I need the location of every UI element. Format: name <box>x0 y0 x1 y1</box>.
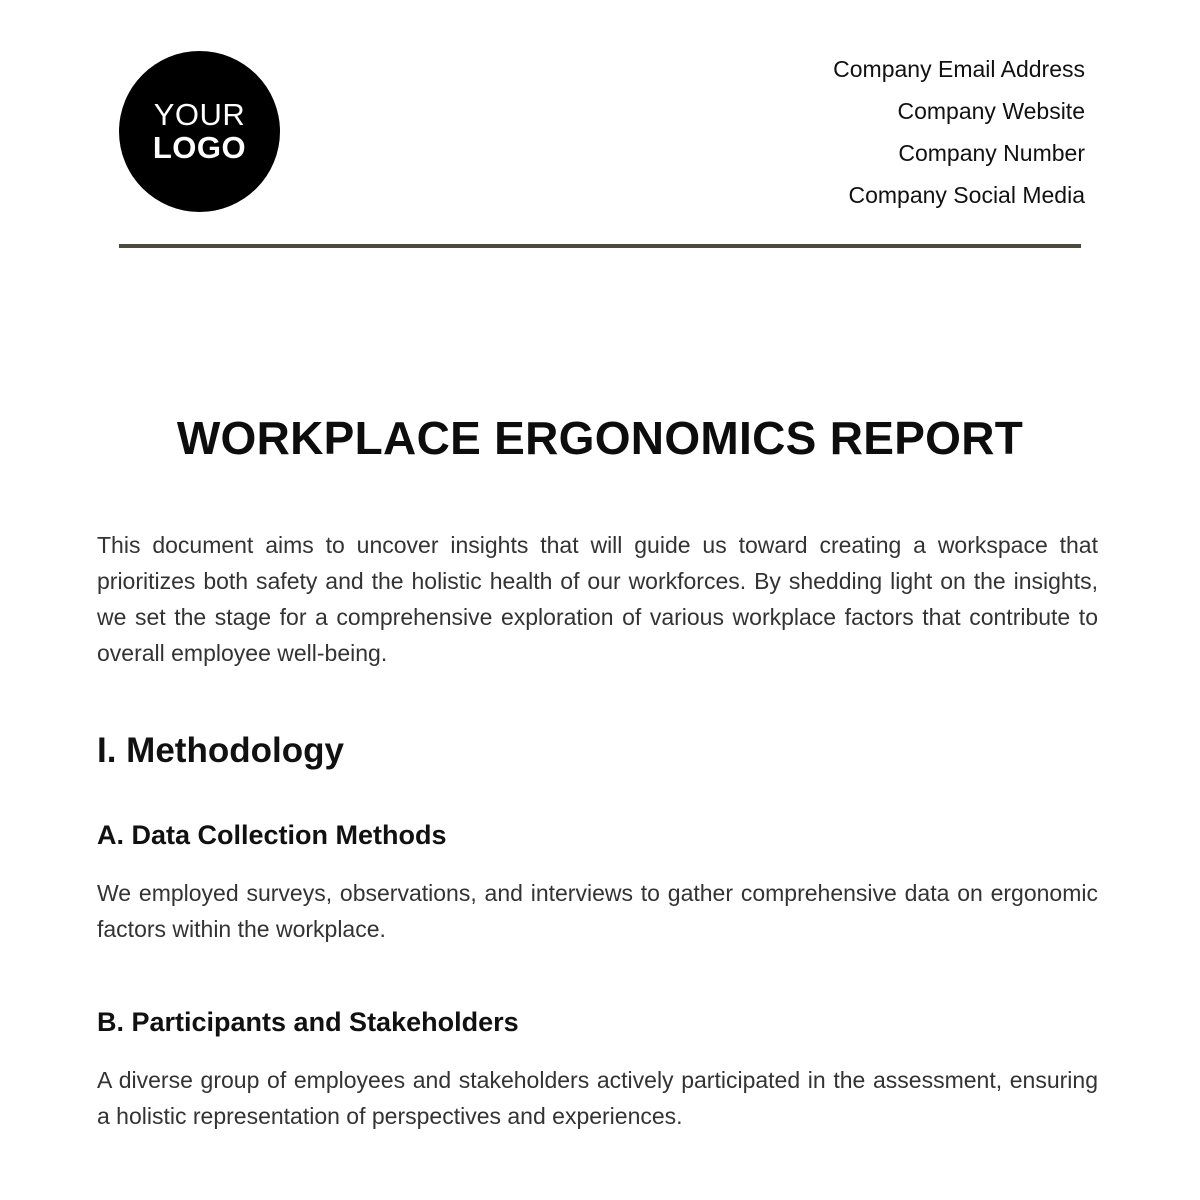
document-title: WORKPLACE ERGONOMICS REPORT <box>176 412 1024 464</box>
company-number: Company Number <box>898 140 1085 166</box>
participants-paragraph: A diverse group of employees and stakeholders actively participated in the assessment, ensuring a holistic representation of perspectives and experiences. <box>97 1067 1098 1129</box>
data-collection-paragraph: We employed surveys, observations, and interviews to gather comprehensive data on ergonomic factors within the workplace. <box>97 880 1098 942</box>
section-heading-methodology: I. Methodology <box>97 731 344 770</box>
subsection-heading-participants: B. Participants and Stakeholders <box>97 1007 519 1037</box>
logo-text-logo: LOGO <box>152 129 247 165</box>
company-email: Company Email Address <box>833 56 1085 82</box>
logo-text-your: YOUR <box>153 96 246 132</box>
header-divider <box>119 244 1081 248</box>
intro-paragraph: This document aims to uncover insights that will guide us toward creating a workspace that prioritizes both safety and the holistic health of our workforces. By shedding light on the insights, we set the stage for a comprehensive exploration of various workplace factors that contribute to overall employee well-being. <box>97 532 1098 666</box>
company-logo <box>119 51 280 212</box>
company-social-media: Company Social Media <box>848 182 1085 208</box>
company-website: Company Website <box>897 98 1085 124</box>
company-contact-info <box>833 53 1085 221</box>
subsection-heading-data-collection: A. Data Collection Methods <box>97 820 447 850</box>
